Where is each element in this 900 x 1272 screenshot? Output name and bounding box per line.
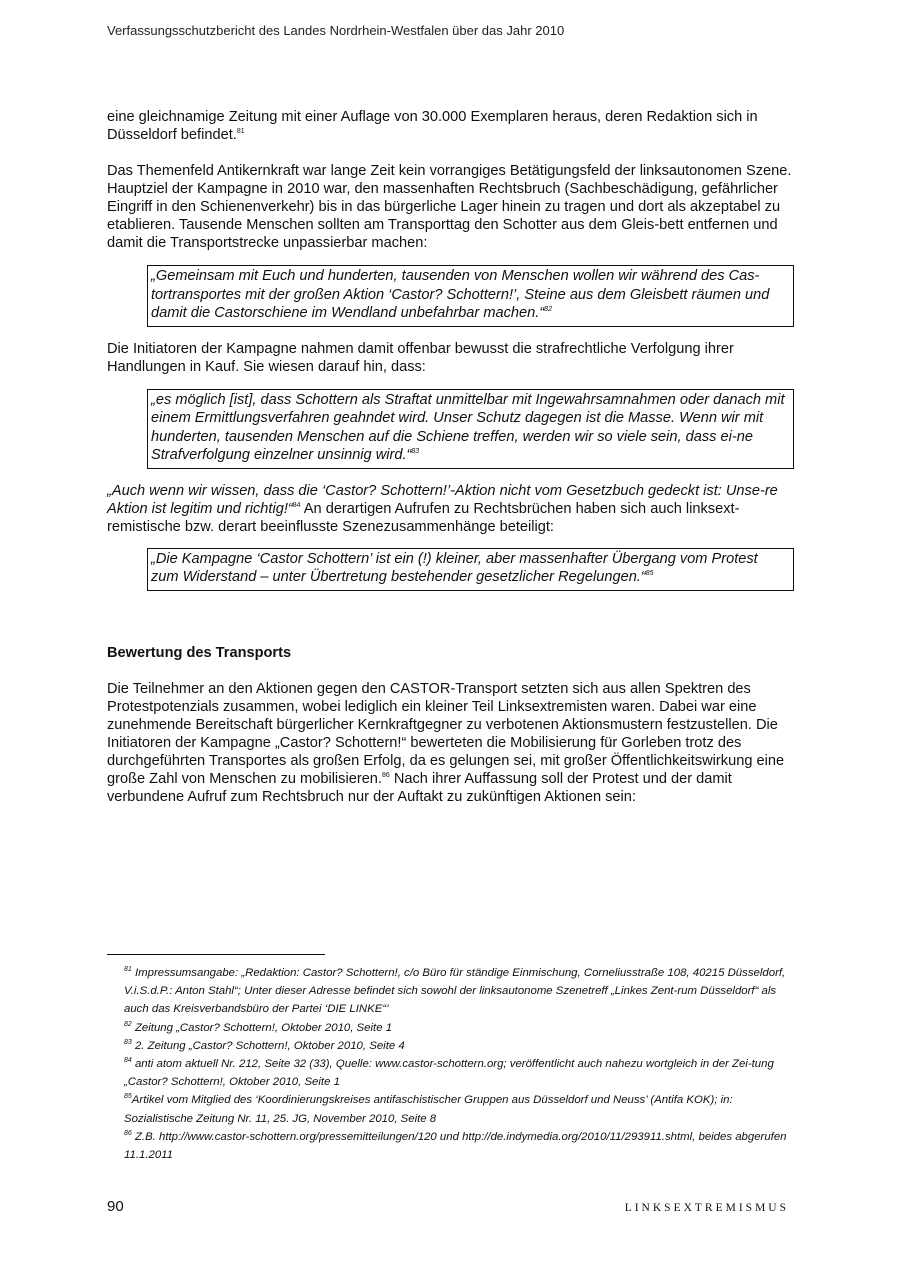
footnote-ref-83: 83	[411, 448, 420, 455]
paragraph-3: Die Initiatoren der Kampagne nahmen damit offenbar bewusst die strafrechtliche Verfolgung ihrer Handlungen in Kauf. Sie wiesen darauf hin, dass:	[107, 340, 734, 375]
paragraph-2: Das Themenfeld Antikernkraft war lange Zeit kein vorrangiges Betätigungsfeld der linksautonomen Szene. Hauptziel der Kampagne in 2010 war, den massenhaften Rechtsbruch (Sachbeschädigung, gefährlicher Eingriff in den Schienenverkehr) bis in das bürgerliche Lager hinein zu tragen und dort als akzeptabel zu etablieren. Tausende Menschen sollten am Transporttag den Schotter aus dem Gleis-bett entfernen und damit die Transportstrecke unpassierbar machen:	[107, 163, 792, 251]
footnote-81: $^{81}$ Impressumsangabe: „Redaktion: Castor? Schottern!, c/o Büro für ständige Einmischung, Corneliusstraße 108, 40215 Düsseldorf, V.i.S.d.P.: Anton Stahl“; Unter dieser Adresse befindet sich sowohl der linksautonome Szenetreff „Linkes Zent-rum Düsseldorf“ als auch das Kreisverbandsbüro der Partei ‘DIE LINKE“’	[124, 966, 786, 1016]
page-header: Verfassungsschutzbericht des Landes Nordrhein-Westfalen über das Jahr 2010	[107, 23, 565, 38]
quote-block-2: „es möglich [ist], dass Schottern als Straftat unmittelbar mit Ingewahrsamnahmen oder danach mit einem Ermittlungsverfahren geahndet wird. Unser Schutz dagegen ist die Masse. Wenn wir mit hunderten, tausenden Menschen auf die Schiene treffen, werden wir so viele sein, dass ei-ne Strafverfolgung einzelner unsinnig wird.“$^{83}$	[147, 389, 794, 469]
footnote-85: $^{85}$Artikel vom Mitglied des ‘Koordinierungskreises antifaschistischer Gruppen aus Düsseldorf und Neuss’ (Antifa KOK); in: Sozialistische Zeitung Nr. 11, 25. JG, November 2010, Seite 8	[124, 1093, 733, 1125]
footnote-83: $^{83}$ 2. Zeitung „Castor? Schottern!, Oktober 2010, Seite 4	[124, 1038, 405, 1052]
footnote-ref-82: 82	[544, 306, 552, 313]
paragraph-1: eine gleichnamige Zeitung mit einer Auflage von 30.000 Exemplaren heraus, deren Redaktion sich in Düsseldorf befindet.$^{81}$	[107, 109, 758, 143]
footnote-84: $^{84}$ anti atom aktuell Nr. 212, Seite 32 (33), Quelle: www.castor-schottern.org; veröffentlicht auch nahezu wortgleich in der Zei-tung „Castor? Schottern!, Oktober 2010, Seite 1	[124, 1057, 774, 1089]
paragraph-5: Die Teilnehmer an den Aktionen gegen den CASTOR-Transport setzten sich aus allen Spektren des Protestpotenzials zusammen, wobei lediglich ein kleiner Teil Linksextremisten waren. Dabei war eine zunehmende Bereitschaft bürgerlicher Kernkraftgegner zu verbotenen Aktionsmustern festzustellen. Die Initiatoren der Kampagne „Castor? Schottern!“ bewerteten die Mobilisierung für Gorleben trotz des durchgeführten Transportes als großen Erfolg, da es gelungen sei, mit großer Öffentlichkeitswirkung eine große Zahl von Menschen zu mobilisieren.$^{86}$ Nach ihrer Auffassung soll der Protest und der damit verbundene Aufruf zum Rechtsbruch nur der Auftakt zu zukünftigen Aktionen sein:	[107, 680, 785, 805]
footnote-ref-86: 86	[381, 771, 390, 779]
footnote-ref-81: 81	[236, 128, 245, 135]
section-heading: Bewertung des Transports	[107, 644, 292, 661]
body-content	[107, 108, 795, 806]
footnote-ref-85: 85	[645, 570, 654, 577]
paragraph-4: „Auch wenn wir wissen, dass die ‘Castor? Schottern!’-Aktion nicht vom Gesetzbuch gedeckt ist: Unse-re Aktion ist legitim und richtig!“$^{84}$ An derartigen Aufrufen zu Rechtsbrüchen haben sich auch linksext-remistische bzw. derart beeinflusste Szenezusammenhänge beteiligt:	[107, 482, 778, 535]
page-number: 90	[107, 1198, 124, 1215]
footnote-82: $^{82}$ Zeitung „Castor? Schottern!, Oktober 2010, Seite 1	[124, 1020, 393, 1034]
quote-block-3: „Die Kampagne ‘Castor Schottern’ ist ein (!) kleiner, aber massenhafter Übergang vom Protest zum Widerstand – unter Übertretung bestehender gesetzlicher Regelungen.“$^{85}$	[147, 548, 794, 591]
footnote-ref-84: 84	[292, 501, 301, 509]
quote-block-1: „Gemeinsam mit Euch und hunderten, tausenden von Menschen wollen wir während des Cas-tortransportes mit der großen Aktion ‘Castor? Schottern!’, Steine aus dem Gleisbett räumen und damit die Castorschiene im Wendland unbefahrbar machen.“$^{82}$	[147, 265, 794, 327]
footnotes	[124, 964, 796, 1164]
running-title: LINKSEXTREMISMUS	[624, 1202, 789, 1214]
footnote-separator	[107, 954, 325, 955]
footnote-86: $^{86}$ Z.B. http://www.castor-schottern.org/pressemitteilungen/120 und http://de.indymedia.org/2010/11/293911.shtml, beides abgerufen 11.1.2011	[124, 1129, 787, 1162]
